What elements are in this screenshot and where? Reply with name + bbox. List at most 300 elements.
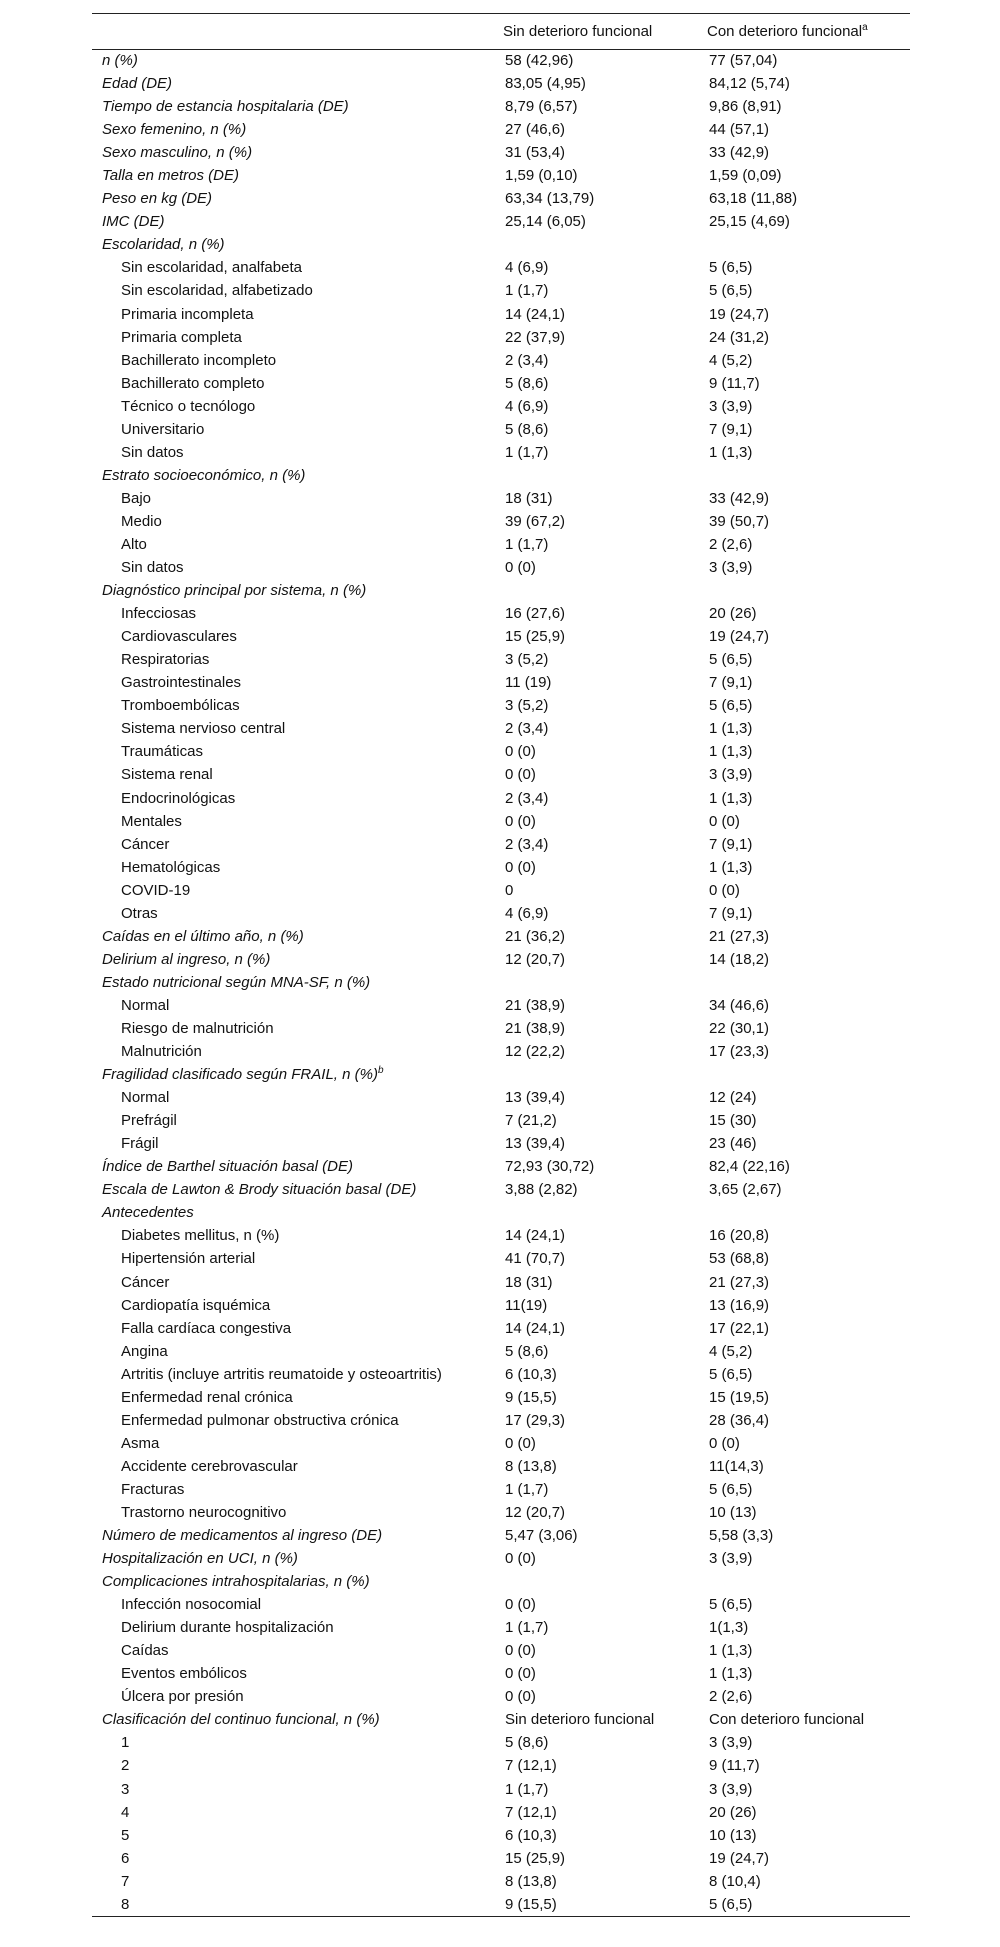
row-label: Escala de Lawton & Brody situación basal (DE) bbox=[102, 1181, 417, 1199]
header-label bbox=[92, 14, 503, 50]
value-sin-deterioro: 12 (22,2) bbox=[505, 1043, 566, 1061]
value-sin-deterioro: 0 (0) bbox=[505, 812, 536, 830]
table-row bbox=[92, 603, 910, 626]
value-con-deterioro: 9 (11,7) bbox=[709, 374, 760, 392]
value-con-deterioro: 23 (46) bbox=[709, 1135, 757, 1153]
row-footnote-marker: b bbox=[377, 1065, 384, 1077]
value-con-deterioro: 13 (16,9) bbox=[709, 1296, 770, 1314]
value-sin-deterioro: 14 (24,1) bbox=[505, 1227, 566, 1245]
row-label-cell bbox=[92, 464, 503, 487]
table-row bbox=[92, 810, 910, 833]
table-body bbox=[92, 50, 910, 1917]
row-label-cell bbox=[92, 50, 503, 73]
value-sin-deterioro: 1 (1,7) bbox=[505, 1619, 549, 1637]
value-sin-deterioro: 1 (1,7) bbox=[505, 1780, 549, 1798]
row-label: Angina bbox=[121, 1342, 168, 1360]
value-con-deterioro: 5 (6,5) bbox=[709, 1365, 753, 1383]
table-row bbox=[92, 1202, 910, 1225]
row-label-cell bbox=[92, 1778, 503, 1801]
value-con-deterioro: 1,59 (0,09) bbox=[709, 167, 782, 185]
value-sin-deterioro: 18 (31) bbox=[505, 1273, 553, 1291]
header-sin-deterioro bbox=[503, 14, 707, 50]
table-row bbox=[92, 1363, 910, 1386]
value-sin-deterioro bbox=[503, 464, 707, 487]
value-con-deterioro: 1 (1,3) bbox=[709, 858, 753, 876]
row-label: Complicaciones intrahospitalarias, n (%) bbox=[102, 1573, 370, 1591]
value-sin-deterioro: 17 (29,3) bbox=[505, 1411, 566, 1429]
row-label-cell bbox=[92, 1640, 503, 1663]
row-label: Sin datos bbox=[121, 559, 184, 577]
row-label-cell bbox=[92, 971, 503, 994]
value-con-deterioro: 3 (3,9) bbox=[709, 1780, 753, 1798]
value-sin-deterioro: 7 (21,2) bbox=[505, 1112, 557, 1130]
table-row bbox=[92, 1248, 910, 1271]
row-label-cell bbox=[92, 879, 503, 902]
row-label: Bachillerato completo bbox=[121, 374, 265, 392]
row-label: Cáncer bbox=[121, 1273, 170, 1291]
value-sin-deterioro: 11(19) bbox=[505, 1296, 548, 1314]
table-row bbox=[92, 234, 910, 257]
row-label: Falla cardíaca congestiva bbox=[121, 1319, 292, 1337]
table-row bbox=[92, 1870, 910, 1893]
value-sin-deterioro: 5,47 (3,06) bbox=[505, 1527, 578, 1545]
value-sin-deterioro: 18 (31) bbox=[505, 489, 553, 507]
row-label-cell bbox=[92, 1386, 503, 1409]
value-sin-deterioro: 0 (0) bbox=[505, 1688, 536, 1706]
value-sin-deterioro: 0 (0) bbox=[505, 858, 536, 876]
row-label-cell bbox=[92, 257, 503, 280]
value-con-deterioro: 7 (9,1) bbox=[709, 835, 753, 853]
row-label: Alto bbox=[121, 536, 147, 553]
row-label-cell bbox=[92, 1870, 503, 1893]
header-sin-deterioro-text: Sin deterioro funcional bbox=[503, 23, 653, 40]
row-label-cell bbox=[92, 994, 503, 1017]
row-label-cell bbox=[92, 1824, 503, 1847]
value-con-deterioro: 4 (5,2) bbox=[709, 1342, 753, 1360]
table-row bbox=[92, 1709, 910, 1732]
row-label: Universitario bbox=[121, 420, 205, 438]
row-label-cell bbox=[92, 96, 503, 119]
row-label-cell bbox=[92, 418, 503, 441]
row-label: Sexo femenino, n (%) bbox=[102, 121, 247, 139]
value-con-deterioro: 3 (3,9) bbox=[709, 766, 753, 784]
table-row bbox=[92, 718, 910, 741]
table-row bbox=[92, 1548, 910, 1571]
row-label-cell bbox=[92, 603, 503, 626]
table-row bbox=[92, 119, 910, 142]
row-label: Infección nosocomial bbox=[121, 1596, 262, 1614]
row-label-cell bbox=[92, 1041, 503, 1064]
value-sin-deterioro: 0 (0) bbox=[505, 559, 536, 577]
row-label-cell bbox=[92, 1501, 503, 1524]
value-con-deterioro: 33 (42,9) bbox=[709, 144, 770, 162]
row-label: Artritis (incluye artritis reumatoide y osteoartritis) bbox=[121, 1365, 442, 1383]
value-con-deterioro: 22 (30,1) bbox=[709, 1019, 770, 1037]
row-label-cell bbox=[92, 1363, 503, 1386]
value-con-deterioro bbox=[707, 580, 910, 603]
value-sin-deterioro: 7 (12,1) bbox=[505, 1803, 557, 1821]
row-label: Sexo masculino, n (%) bbox=[102, 144, 253, 162]
row-label: Tromboembólicas bbox=[121, 697, 240, 715]
row-label-cell bbox=[92, 1064, 503, 1087]
value-con-deterioro: 33 (42,9) bbox=[709, 489, 770, 507]
value-con-deterioro: 21 (27,3) bbox=[709, 927, 770, 945]
table-row bbox=[92, 695, 910, 718]
value-con-deterioro: 10 (13) bbox=[709, 1826, 757, 1844]
value-sin-deterioro: 0 bbox=[505, 881, 514, 899]
value-sin-deterioro: 0 (0) bbox=[505, 1665, 536, 1683]
value-sin-deterioro: 12 (20,7) bbox=[505, 950, 566, 968]
value-sin-deterioro: 16 (27,6) bbox=[505, 605, 566, 623]
row-label-cell bbox=[92, 741, 503, 764]
row-label: Tiempo de estancia hospitalaria (DE) bbox=[102, 98, 349, 116]
value-con-deterioro: 5 (6,5) bbox=[707, 1893, 910, 1916]
table-row bbox=[92, 1409, 910, 1432]
row-label-cell bbox=[92, 672, 503, 695]
row-label-cell bbox=[92, 1202, 503, 1225]
row-label-cell bbox=[92, 1133, 503, 1156]
row-label: Técnico o tecnólogo bbox=[121, 397, 256, 415]
row-label-cell bbox=[92, 487, 503, 510]
row-label: Eventos embólicos bbox=[121, 1665, 247, 1683]
row-label-cell bbox=[92, 349, 503, 372]
value-con-deterioro: 12 (24) bbox=[709, 1089, 757, 1107]
value-con-deterioro: 1 (1,3) bbox=[709, 743, 753, 761]
table-row bbox=[92, 1340, 910, 1363]
value-sin-deterioro: 83,05 (4,95) bbox=[505, 75, 586, 93]
value-sin-deterioro: 5 (8,6) bbox=[505, 1342, 549, 1360]
row-label-cell bbox=[92, 326, 503, 349]
value-con-deterioro: 2 (2,6) bbox=[709, 536, 753, 553]
table-row bbox=[92, 1225, 910, 1248]
row-label-cell bbox=[92, 1455, 503, 1478]
table-row bbox=[92, 349, 910, 372]
row-label-cell bbox=[92, 1548, 503, 1571]
value-sin-deterioro: 5 (8,6) bbox=[505, 420, 549, 438]
table-row bbox=[92, 925, 910, 948]
table-row bbox=[92, 1455, 910, 1478]
row-label: Malnutrición bbox=[121, 1043, 202, 1061]
row-label: IMC (DE) bbox=[102, 213, 165, 231]
value-sin-deterioro bbox=[503, 1202, 707, 1225]
table-row bbox=[92, 1571, 910, 1594]
value-sin-deterioro: 4 (6,9) bbox=[505, 397, 549, 415]
table-row bbox=[92, 1663, 910, 1686]
row-label: Sin escolaridad, analfabeta bbox=[121, 259, 302, 277]
row-label-cell bbox=[92, 1317, 503, 1340]
value-con-deterioro bbox=[707, 971, 910, 994]
row-label: Estrato socioeconómico, n (%) bbox=[102, 466, 306, 484]
table-row bbox=[92, 879, 910, 902]
value-con-deterioro: 17 (23,3) bbox=[709, 1043, 770, 1061]
value-sin-deterioro: 6 (10,3) bbox=[505, 1365, 557, 1383]
row-label-cell bbox=[92, 1340, 503, 1363]
value-con-deterioro: 2 (2,6) bbox=[709, 1688, 753, 1706]
row-label-cell bbox=[92, 234, 503, 257]
row-label-cell bbox=[92, 1156, 503, 1179]
row-label-cell bbox=[92, 833, 503, 856]
row-label: 4 bbox=[121, 1803, 130, 1821]
value-con-deterioro: 7 (9,1) bbox=[709, 904, 753, 922]
value-con-deterioro: 39 (50,7) bbox=[709, 512, 770, 530]
row-label-cell bbox=[92, 1893, 503, 1916]
row-label-cell bbox=[92, 1663, 503, 1686]
row-label: 1 bbox=[121, 1734, 130, 1752]
row-label: Prefrágil bbox=[121, 1112, 177, 1130]
row-label-cell bbox=[92, 695, 503, 718]
table-row bbox=[92, 1594, 910, 1617]
row-label: Escolaridad, n (%) bbox=[102, 236, 225, 254]
table-row bbox=[92, 741, 910, 764]
row-label: Sin datos bbox=[121, 443, 184, 461]
row-label: Respiratorias bbox=[121, 651, 210, 669]
value-con-deterioro: 5 (6,5) bbox=[709, 1596, 753, 1614]
value-sin-deterioro bbox=[503, 580, 707, 603]
value-con-deterioro: 3 (3,9) bbox=[709, 1734, 753, 1752]
row-label: Fracturas bbox=[121, 1480, 185, 1498]
value-sin-deterioro: 0 (0) bbox=[505, 766, 536, 784]
row-label: Sistema renal bbox=[121, 766, 213, 784]
row-label: Edad (DE) bbox=[102, 75, 173, 93]
table-row bbox=[92, 1087, 910, 1110]
row-label: Medio bbox=[121, 512, 162, 530]
row-label: Caídas en el último año, n (%) bbox=[102, 927, 304, 945]
table-row bbox=[92, 902, 910, 925]
row-label: Riesgo de malnutrición bbox=[121, 1019, 274, 1037]
table-row bbox=[92, 326, 910, 349]
row-label-cell bbox=[92, 902, 503, 925]
row-label: Cardiovasculares bbox=[121, 628, 237, 646]
value-sin-deterioro: 8,79 (6,57) bbox=[505, 98, 578, 116]
table-header bbox=[92, 14, 910, 50]
row-label: Bajo bbox=[121, 489, 152, 507]
table-row bbox=[92, 96, 910, 119]
value-sin-deterioro: 8 (13,8) bbox=[505, 1457, 557, 1475]
row-label-cell bbox=[92, 533, 503, 556]
row-label-cell bbox=[92, 1571, 503, 1594]
value-con-deterioro: 10 (13) bbox=[709, 1503, 757, 1521]
table-row bbox=[92, 1525, 910, 1548]
row-label-cell bbox=[92, 1525, 503, 1548]
row-label: Enfermedad pulmonar obstructiva crónica bbox=[121, 1411, 399, 1429]
row-label-cell bbox=[92, 1432, 503, 1455]
value-sin-deterioro bbox=[503, 1064, 707, 1087]
value-con-deterioro: 77 (57,04) bbox=[709, 52, 778, 70]
row-label-cell bbox=[92, 925, 503, 948]
row-label-cell bbox=[92, 1409, 503, 1432]
row-label-cell bbox=[92, 1594, 503, 1617]
row-label-cell bbox=[92, 510, 503, 533]
value-sin-deterioro: 58 (42,96) bbox=[505, 52, 574, 70]
table-row bbox=[92, 971, 910, 994]
value-con-deterioro: 8 (10,4) bbox=[709, 1872, 761, 1890]
table-row bbox=[92, 1732, 910, 1755]
table-row bbox=[92, 1386, 910, 1409]
row-label-cell bbox=[92, 856, 503, 879]
value-con-deterioro: 20 (26) bbox=[709, 605, 757, 623]
table-row bbox=[92, 418, 910, 441]
row-label-cell bbox=[92, 1686, 503, 1709]
value-con-deterioro bbox=[707, 464, 910, 487]
row-label: Hospitalización en UCI, n (%) bbox=[102, 1550, 298, 1568]
value-sin-deterioro: 9 (15,5) bbox=[505, 1388, 557, 1406]
row-label: Estado nutricional según MNA-SF, n (%) bbox=[102, 973, 371, 991]
row-label: Traumáticas bbox=[121, 743, 203, 761]
row-label-cell bbox=[92, 303, 503, 326]
row-label-cell bbox=[92, 1847, 503, 1870]
table-row bbox=[92, 510, 910, 533]
row-label-cell bbox=[92, 787, 503, 810]
value-con-deterioro: 21 (27,3) bbox=[709, 1273, 770, 1291]
row-label: n (%) bbox=[102, 52, 138, 70]
value-sin-deterioro: 0 (0) bbox=[505, 1434, 536, 1452]
row-label: 2 bbox=[121, 1757, 130, 1775]
value-con-deterioro bbox=[707, 1202, 910, 1225]
value-sin-deterioro: 39 (67,2) bbox=[505, 512, 566, 530]
value-con-deterioro: 20 (26) bbox=[709, 1803, 757, 1821]
value-con-deterioro: 14 (18,2) bbox=[709, 950, 770, 968]
row-label-cell bbox=[92, 372, 503, 395]
row-label-cell bbox=[92, 948, 503, 971]
row-label: 8 bbox=[121, 1895, 130, 1913]
value-con-deterioro: 5 (6,5) bbox=[709, 651, 753, 669]
row-label-cell bbox=[92, 1294, 503, 1317]
header-footnote-a: a bbox=[862, 22, 868, 33]
value-sin-deterioro: 5 (8,6) bbox=[505, 1734, 549, 1752]
row-label: Índice de Barthel situación basal (DE) bbox=[102, 1158, 353, 1176]
value-con-deterioro: 19 (24,7) bbox=[709, 305, 770, 323]
row-label-cell bbox=[92, 395, 503, 418]
table-row bbox=[92, 257, 910, 280]
table-row bbox=[92, 1271, 910, 1294]
value-con-deterioro: 1 (1,3) bbox=[709, 1665, 753, 1683]
header-row bbox=[92, 14, 910, 50]
value-con-deterioro: 16 (20,8) bbox=[709, 1227, 770, 1245]
value-con-deterioro: Con deterioro funcional bbox=[709, 1711, 865, 1729]
row-label: Caídas bbox=[121, 1642, 169, 1660]
row-label: Hematológicas bbox=[121, 858, 221, 876]
row-label-cell bbox=[92, 1179, 503, 1202]
row-label: 6 bbox=[121, 1849, 130, 1867]
value-sin-deterioro: 14 (24,1) bbox=[505, 305, 566, 323]
value-con-deterioro: 15 (19,5) bbox=[709, 1388, 770, 1406]
value-sin-deterioro: 12 (20,7) bbox=[505, 1503, 566, 1521]
row-label-cell bbox=[92, 810, 503, 833]
table-row bbox=[92, 672, 910, 695]
header-con-deterioro-text: Con deterioro funcional bbox=[707, 23, 863, 40]
table-row bbox=[92, 73, 910, 96]
value-sin-deterioro: 21 (38,9) bbox=[505, 1019, 566, 1037]
value-sin-deterioro: 25,14 (6,05) bbox=[505, 213, 586, 231]
value-sin-deterioro: 1 (1,7) bbox=[505, 1480, 549, 1498]
row-label-cell bbox=[92, 1755, 503, 1778]
value-con-deterioro: 53 (68,8) bbox=[709, 1250, 770, 1268]
value-sin-deterioro: 3,88 (2,82) bbox=[505, 1181, 578, 1199]
table-row bbox=[92, 1801, 910, 1824]
value-con-deterioro: 19 (24,7) bbox=[709, 1849, 770, 1867]
row-label: Diagnóstico principal por sistema, n (%) bbox=[102, 582, 367, 600]
value-con-deterioro: 28 (36,4) bbox=[709, 1411, 770, 1429]
value-con-deterioro: 7 (9,1) bbox=[709, 674, 753, 692]
row-label-cell bbox=[92, 211, 503, 234]
table-row bbox=[92, 1041, 910, 1064]
row-label-cell bbox=[92, 1017, 503, 1040]
value-sin-deterioro: 1 (1,7) bbox=[505, 282, 549, 300]
row-label-cell bbox=[92, 1110, 503, 1133]
row-label-cell bbox=[92, 649, 503, 672]
table-row bbox=[92, 1432, 910, 1455]
value-con-deterioro: 19 (24,7) bbox=[709, 628, 770, 646]
value-con-deterioro: 63,18 (11,88) bbox=[709, 190, 798, 208]
table-row bbox=[92, 994, 910, 1017]
table-row bbox=[92, 303, 910, 326]
row-label: Úlcera por presión bbox=[121, 1688, 244, 1706]
value-con-deterioro: 0 (0) bbox=[709, 812, 740, 830]
value-con-deterioro: 17 (22,1) bbox=[709, 1319, 770, 1337]
row-label-cell bbox=[92, 1801, 503, 1824]
value-sin-deterioro: 11 (19) bbox=[505, 674, 552, 692]
row-label-cell bbox=[92, 626, 503, 649]
table-row bbox=[92, 372, 910, 395]
row-label-cell bbox=[92, 764, 503, 787]
value-sin-deterioro: 2 (3,4) bbox=[505, 835, 549, 853]
row-label: Infecciosas bbox=[121, 605, 197, 623]
table-row bbox=[92, 1640, 910, 1663]
row-label-cell bbox=[92, 1478, 503, 1501]
table-row bbox=[92, 557, 910, 580]
table-row bbox=[92, 1317, 910, 1340]
table-row bbox=[92, 948, 910, 971]
value-sin-deterioro: 1 (1,7) bbox=[505, 443, 549, 461]
value-sin-deterioro: 3 (5,2) bbox=[505, 651, 549, 669]
value-sin-deterioro: 7 (12,1) bbox=[505, 1757, 557, 1775]
value-con-deterioro: 1 (1,3) bbox=[709, 443, 753, 461]
data-table bbox=[92, 13, 910, 1917]
row-label-cell bbox=[92, 1225, 503, 1248]
value-con-deterioro: 82,4 (22,16) bbox=[709, 1158, 790, 1176]
table-row bbox=[92, 833, 910, 856]
row-label-cell bbox=[92, 1709, 503, 1732]
value-con-deterioro: 5 (6,5) bbox=[709, 282, 753, 300]
table-row bbox=[92, 787, 910, 810]
header-con-deterioro bbox=[707, 14, 910, 50]
row-label: Peso en kg (DE) bbox=[102, 190, 213, 208]
row-label: Endocrinológicas bbox=[121, 789, 236, 807]
value-sin-deterioro: 0 (0) bbox=[505, 743, 536, 761]
table-row bbox=[92, 211, 910, 234]
value-sin-deterioro bbox=[503, 971, 707, 994]
value-sin-deterioro: 9 (15,5) bbox=[503, 1893, 707, 1916]
row-label: Sistema nervioso central bbox=[121, 720, 286, 738]
value-con-deterioro: 5,58 (3,3) bbox=[709, 1527, 774, 1545]
table-row bbox=[92, 1133, 910, 1156]
row-label: Enfermedad renal crónica bbox=[121, 1388, 293, 1406]
value-con-deterioro: 1(1,3) bbox=[709, 1619, 749, 1637]
value-con-deterioro bbox=[707, 1064, 910, 1087]
row-label: Frágil bbox=[121, 1135, 159, 1153]
value-con-deterioro: 5 (6,5) bbox=[709, 1480, 753, 1498]
value-sin-deterioro: 27 (46,6) bbox=[505, 121, 566, 139]
value-sin-deterioro: 41 (70,7) bbox=[505, 1250, 566, 1268]
value-sin-deterioro: 21 (38,9) bbox=[505, 996, 566, 1014]
table-row bbox=[92, 1156, 910, 1179]
row-label-cell bbox=[92, 441, 503, 464]
value-con-deterioro: 3 (3,9) bbox=[709, 397, 753, 415]
value-con-deterioro: 3 (3,9) bbox=[709, 559, 753, 577]
table-row bbox=[92, 856, 910, 879]
value-sin-deterioro: 0 (0) bbox=[505, 1642, 536, 1660]
table-row bbox=[92, 50, 910, 73]
